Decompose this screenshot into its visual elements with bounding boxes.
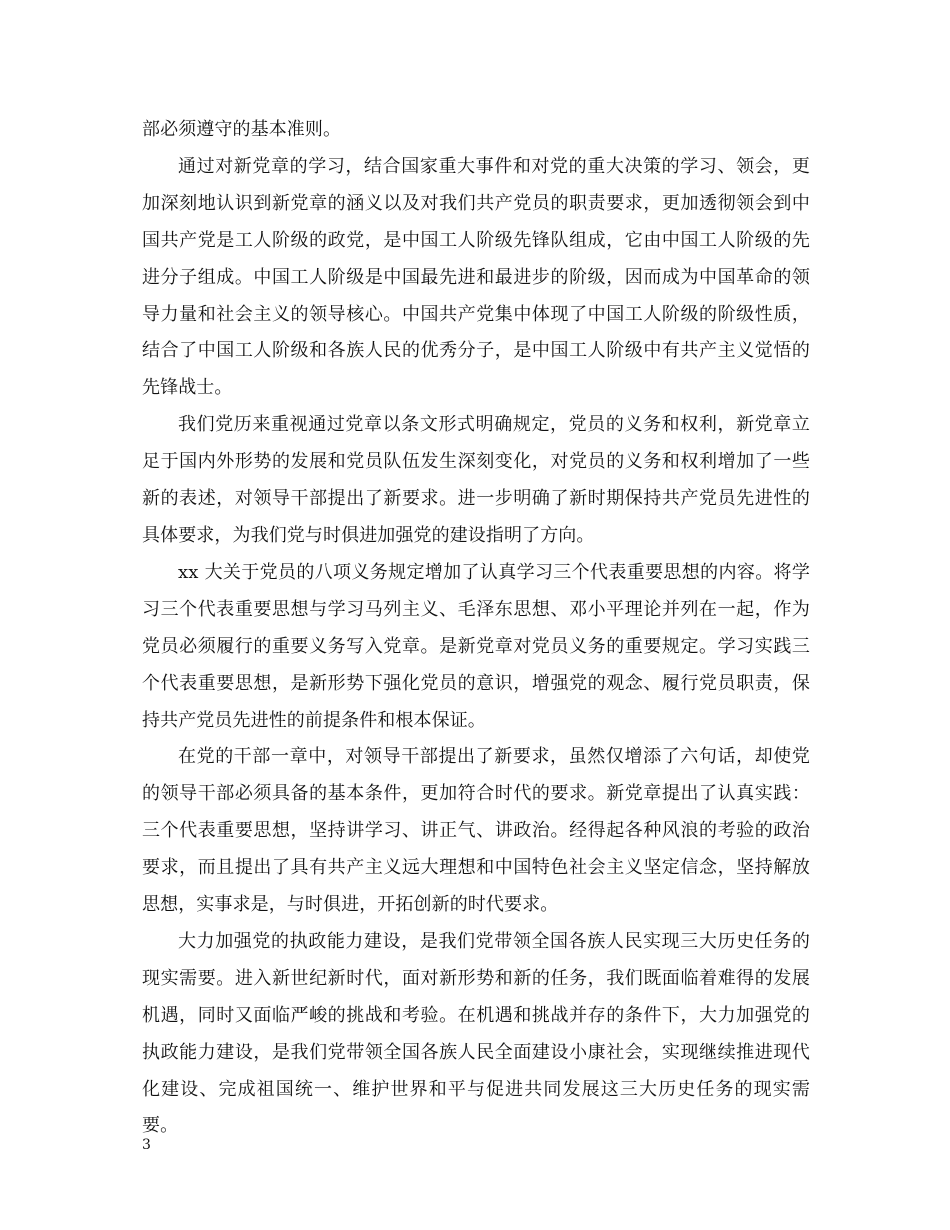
paragraph: 通过对新党章的学习，结合国家重大事件和对党的重大决策的学习、领会，更加深刻地认识到新党章的涵义以及对我们共产党员的职责要求，更加透彻领会到中国共产党是工人阶级的政党，是中国工人阶级先锋队组成，它由中国工人阶级的先进分子组成。中国工人阶级是中国最先进和最进步的阶级，因而成为中国革命的领导力量和社会主义的领导核心。中国共产党集中体现了中国工人阶级的阶级性质，结合了中国工人阶级和各族人民的优秀分子，是中国工人阶级中有共产主义觉悟的先锋战士。 <box>142 155 810 399</box>
paragraph: 我们党历来重视通过党章以条文形式明确规定，党员的义务和权利，新党章立足于国内外形势的发展和党员队伍发生深刻变化，对党员的义务和权利增加了一些新的表述，对领导干部提出了新要求。进一步明确了新时期保持共产党员先进性的具体要求，为我们党与时俱进加强党的建设指明了方向。 <box>142 414 810 546</box>
paragraph: 大力加强党的执政能力建设，是我们党带领全国各族人民实现三大历史任务的现实需要。进入新世纪新时代，面对新形势和新的任务，我们既面临着难得的发展机遇，同时又面临严峻的挑战和考验。在机遇和挑战并存的条件下，大力加强党的执政能力建设，是我们党带领全国各族人民全面建设小康社会，实现继续推进现代化建设、完成祖国统一、维护世界和平与促进共同发展这三大历史任务的现实需要。 <box>142 930 810 1137</box>
paragraph-continuation: 部必须遵守的基本准则。 <box>142 119 342 140</box>
page-number: 3 <box>142 1137 151 1153</box>
document-body <box>142 112 810 1145</box>
paragraph: xx 大关于党员的八项义务规定增加了认真学习三个代表重要思想的内容。将学习三个代表重要思想与学习马列主义、毛泽东思想、邓小平理论并列在一起，作为党员必须履行的重要义务写入党章。是新党章对党员义务的重要规定。学习实践三个代表重要思想，是新形势下强化党员的意识，增强党的观念、履行党员职责，保持共产党员先进性的前提条件和根本保证。 <box>142 561 810 731</box>
paragraph: 在党的干部一章中，对领导干部提出了新要求，虽然仅增添了六句话，却使党的领导干部必须具备的基本条件，更加符合时代的要求。新党章提出了认真实践：三个代表重要思想，坚持讲学习、讲正气、讲政治。经得起各种风浪的考验的政治要求，而且提出了具有共产主义远大理想和中国特色社会主义坚定信念，坚持解放思想，实事求是，与时俱进，开拓创新的时代要求。 <box>142 746 810 916</box>
